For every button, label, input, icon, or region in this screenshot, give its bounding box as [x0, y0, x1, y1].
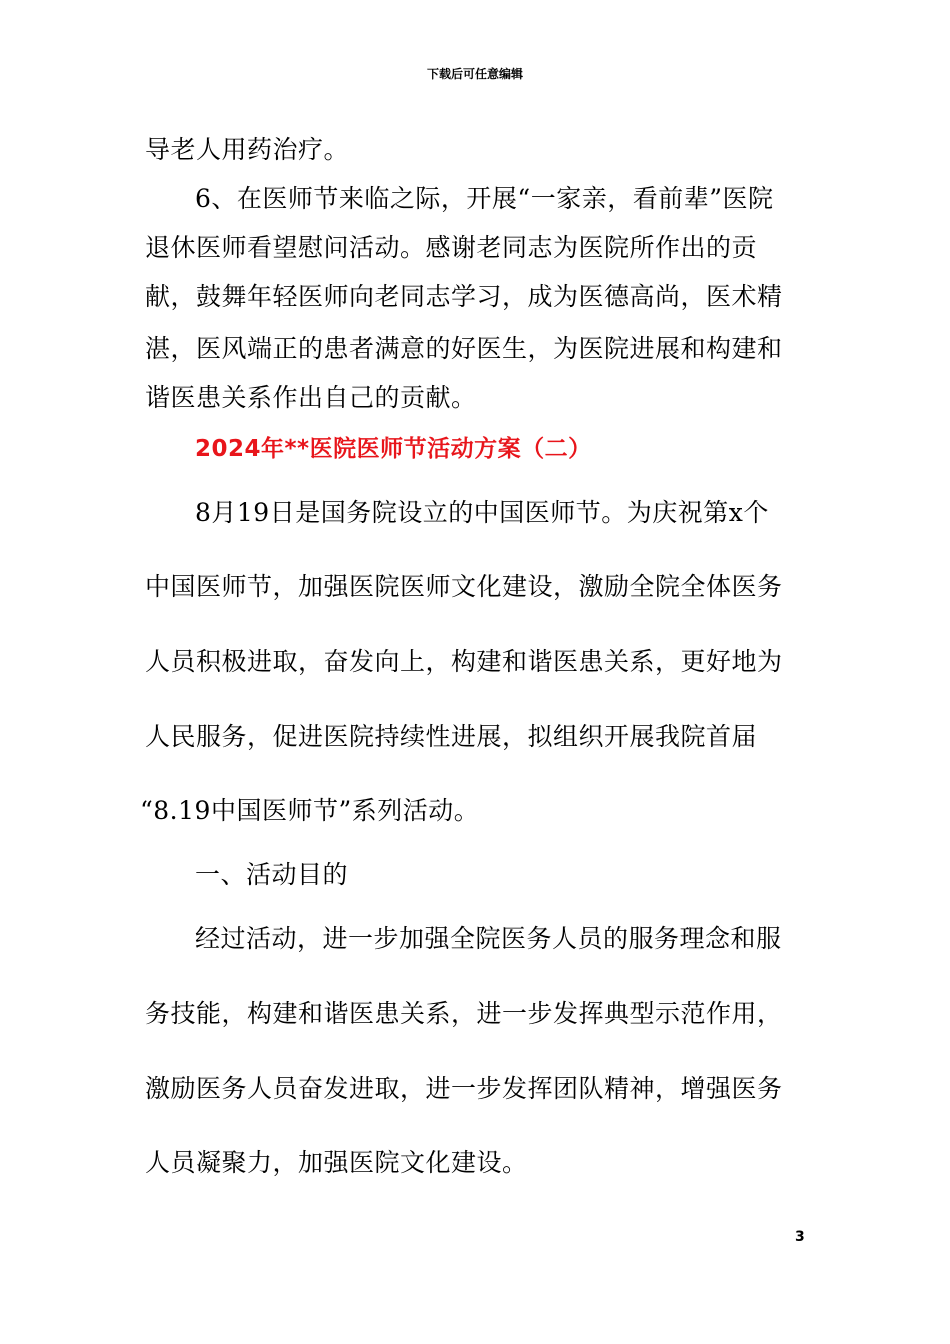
- body-line-16: 激励医务人员奋发进取，进一步发挥团队精神，增强医务: [145, 1074, 783, 1103]
- body-line-5: 湛，医风端正的患者满意的好医生，为医院进展和构建和: [145, 334, 783, 363]
- body-line-12: “8.19中国医师节”系列活动。: [140, 796, 480, 825]
- body-line-4: 献，鼓舞年轻医师向老同志学习，成为医德高尚，医术精: [145, 282, 783, 311]
- body-line-17: 人员凝聚力，加强医院文化建设。: [145, 1148, 528, 1177]
- body-line-11: 人民服务，促进医院持续性进展，拟组织开展我院首届: [145, 722, 758, 751]
- body-line-8: 8月19日是国务院设立的中国医师节。为庆祝第x个: [195, 498, 769, 527]
- body-line-9: 中国医师节，加强医院医师文化建设，激励全院全体医务: [145, 572, 783, 601]
- body-line-6: 谐医患关系作出自己的贡献。: [145, 383, 477, 412]
- body-line-1: 导老人用药治疗。: [145, 135, 350, 164]
- body-line-15: 务技能，构建和谐医患关系，进一步发挥典型示范作用，: [145, 999, 783, 1028]
- section-heading: 2024年**医院医师节活动方案（二）: [195, 436, 592, 462]
- body-line-10: 人员积极进取，奋发向上，构建和谐医患关系，更好地为: [145, 647, 783, 676]
- page-number: 3: [795, 1229, 805, 1245]
- body-line-3: 退休医师看望慰问活动。感谢老同志为医院所作出的贡: [145, 233, 758, 262]
- body-line-2: 6、在医师节来临之际，开展“一家亲，看前辈”医院: [195, 184, 774, 213]
- page-header: 下载后可任意编辑: [426, 67, 523, 81]
- body-line-14: 经过活动，进一步加强全院医务人员的服务理念和服: [195, 924, 782, 953]
- subheading-purpose: 一、活动目的: [195, 860, 349, 889]
